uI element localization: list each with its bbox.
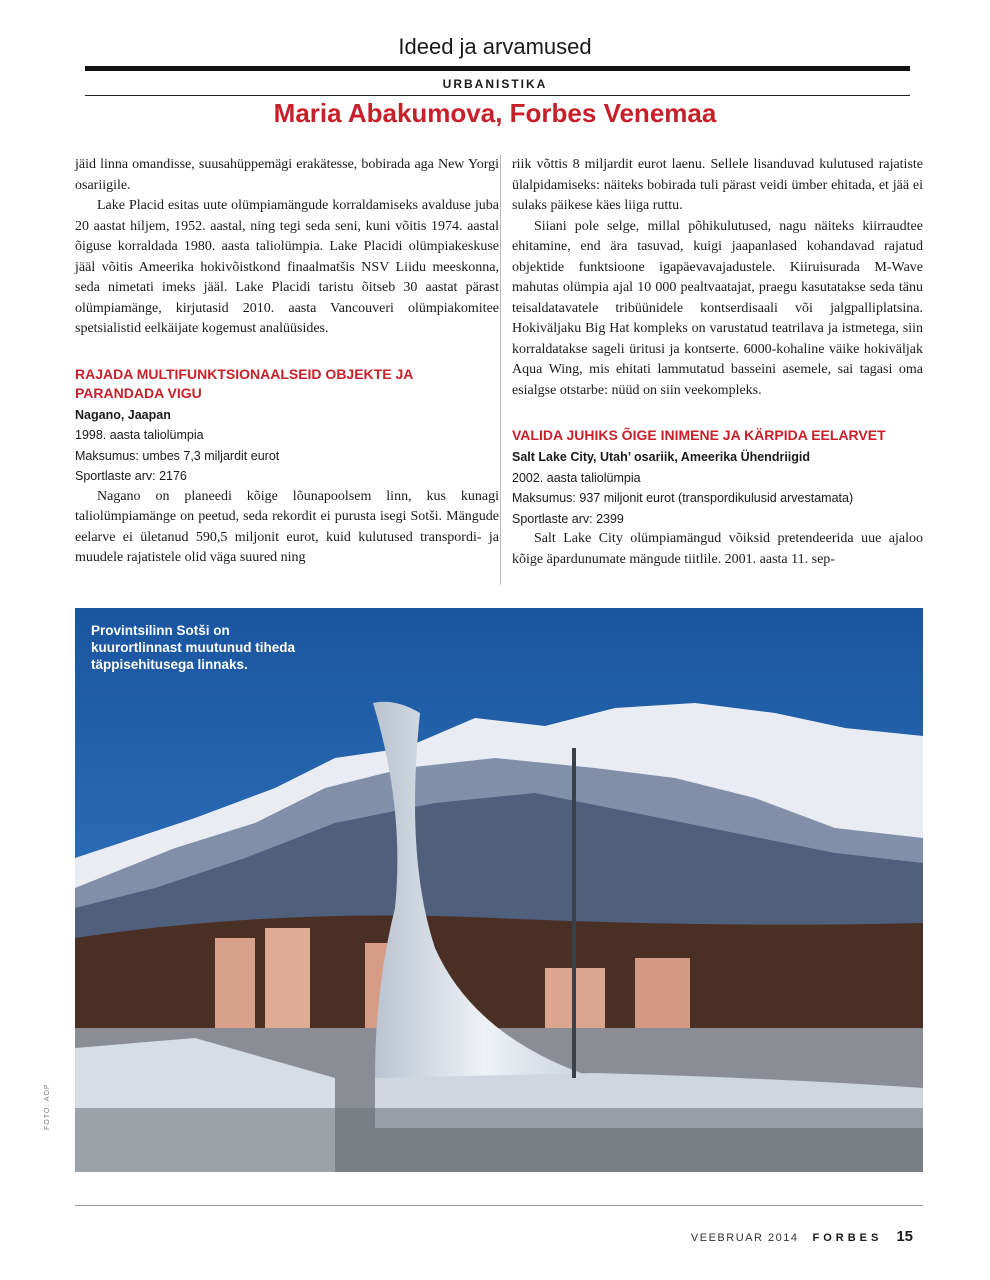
fence (75, 1108, 923, 1172)
sochi-photo (75, 608, 923, 1172)
photo-illustration (75, 608, 923, 1172)
right-column (512, 155, 923, 570)
forest-hill (75, 916, 923, 1029)
subheading: RAJADA MULTIFUNKTSIONAALSEID OBJEKTE JA PARANDADA VIGU (75, 365, 413, 401)
paragraph: Salt Lake City olümpiamängud võiksid pretendeerida uue ajaloo kõige äpardunumate mängude tiitlile. 2001. aasta 11. sep- (512, 531, 923, 567)
meta-line: Sportlaste arv: 2399 (512, 511, 624, 526)
paragraph: Lake Placid esitas uute olümpiamängude korraldamiseks avalduse juba 20 aastat hiljem, 1952. aastal, ning tegi seda seni, kuni võitis 1974. aastal õiguse korraldada 1980. aasta taliolümpia. Lake Placidi olümpiakeskuse jääl võitis Ameerika hokivõistkond finaalmatšis NSV Liidu meeskonna, seda nimetati imeks jääl. Lake Placidi taristu õitseb 30 aastat pärast olümpiamänge, kirjutasid 2010. aasta Vancouveri olümpiakomitee spetsialistid eelkäijate kogemust analüüsides. (75, 198, 499, 336)
category-rule (85, 95, 910, 96)
left-column (75, 155, 499, 569)
meta-line: Maksumus: 937 miljonit eurot (transpordikulusid arvestamata) (512, 491, 854, 505)
header-rule (85, 66, 910, 71)
byline: Maria Abakumova, Forbes Venemaa (273, 98, 717, 128)
paragraph: riik võttis 8 miljardit eurot laenu. Sellele lisanduvad kulutused rajatiste ülalpidamiseks: näiteks bobirada tuli pärast veidi ümber ehitada, et jää ei sulaks päikese käes liiga ruttu. (512, 157, 923, 213)
page-footer (691, 1228, 913, 1245)
meta-line: 2002. aasta taliolümpia (512, 470, 641, 485)
page-number: 15 (896, 1228, 913, 1245)
photo-caption: Provintsilinn Sotši on kuurortlinnast muutunud tiheda täppisehitusega linnaks. (91, 623, 295, 672)
light-pole (572, 748, 576, 1078)
issue-date: VEEBRUAR 2014 (690, 1232, 799, 1244)
meta-line: Sportlaste arv: 2176 (75, 469, 187, 483)
category-label: URBANISTIKA (442, 77, 548, 91)
photo-credit: FOTO: AOP (44, 1083, 51, 1130)
magazine-name: FORBES (812, 1232, 883, 1244)
location-label: Salt Lake City, Utah’ osariik, Ameerika Ühendriigid (512, 450, 811, 464)
paragraph: Nagano on planeedi kõige lõunapoolsem linn, kus kunagi taliolümpiamänge on peetud, seda rekordit ei purusta isegi Sotši. Mängude eelarve ei ületanud 590,5 miljonit eurot, kuid kulutused transpordi- ja muudele rajatistele olid väga suured ning (75, 488, 499, 565)
paragraph: Siiani pole selge, millal põhikulutused, nagu näiteks kiirraudtee ehitamine, end ära tasuvad, kuigi jaapanlased kohandavad rajatud objektide funktsioone igapäevavajadustele. Kiiruisurada M-Wave mahutas olümpia ajal 10 000 pealtvaatajat, praegu kasutatakse seda tänu teisaldatavatele tribüünidele kontserdisaali või jalgpalliplatsina. Hokiväljaku Big Hat kompleks on varustatud teatrilava ja istmetega, siin korraldatakse sageli üritusi ja kontserte. 6000-kohaline väike hokiväljak Aqua Wing, mis ehitati lammutatud basseini asemele, sai tagasi oma esialgse otstarbe: nüüd on siin veekompleks. (512, 218, 923, 398)
location-label: Nagano, Jaapan (75, 407, 171, 422)
footer-rule (75, 1205, 923, 1206)
meta-line: Maksumus: umbes 7,3 miljardit eurot (75, 448, 280, 463)
subheading: VALIDA JUHIKS ÕIGE INIMENE JA KÄRPIDA EELARVET (512, 427, 886, 443)
column-divider (500, 155, 501, 585)
paragraph: jäid linna omandisse, suusahüppemägi erakätesse, bobirada aga New Yorgi osariigile. (75, 157, 499, 193)
section-title: Ideed ja arvamused (398, 34, 592, 59)
meta-line: 1998. aasta taliolümpia (75, 428, 204, 442)
